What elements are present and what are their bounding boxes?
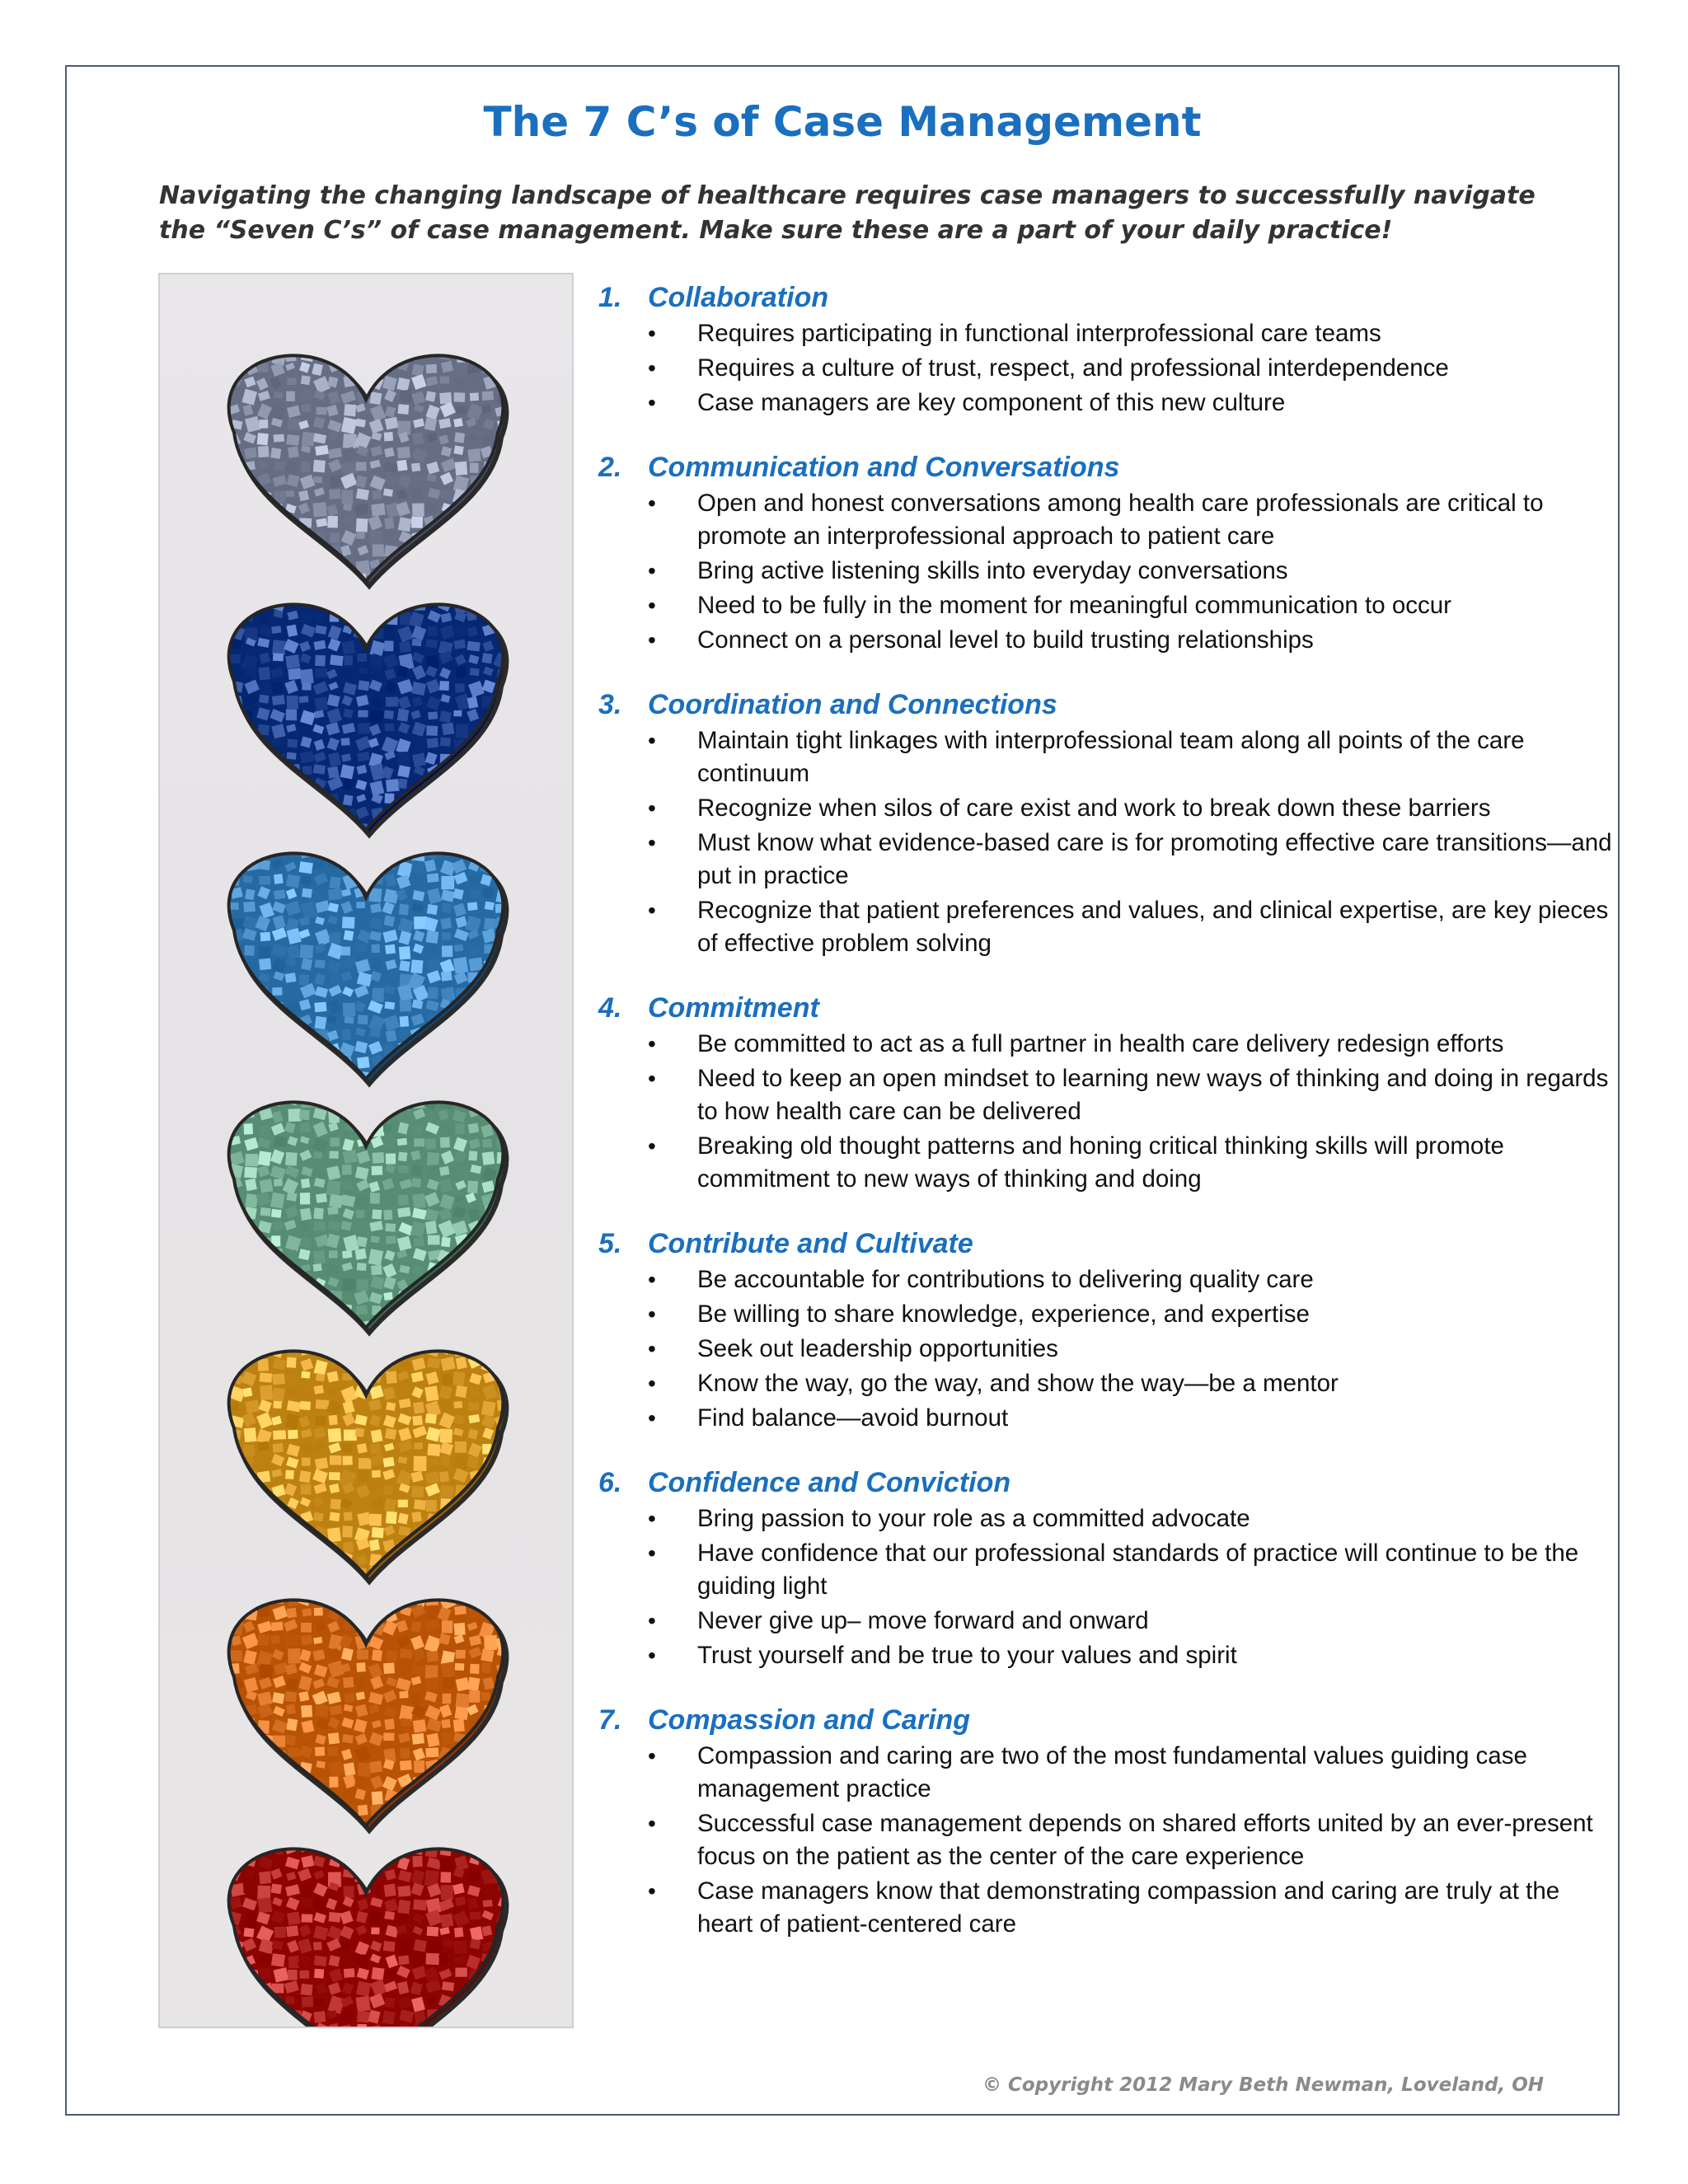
section-heading-text: Confidence and Conviction xyxy=(648,1467,1011,1498)
bullet-text: Need to be fully in the moment for meaningful communication to occur xyxy=(697,592,1451,619)
page-frame xyxy=(65,65,1620,2116)
bullet-text: Bring passion to your role as a committed advocate xyxy=(697,1505,1250,1532)
bullet-icon: • xyxy=(648,1506,656,1531)
bullet-icon: • xyxy=(648,390,656,415)
bullet-list xyxy=(598,1263,1620,1435)
section-number: 3. xyxy=(598,689,622,720)
section-heading-text: Collaboration xyxy=(648,282,829,313)
bullet-item xyxy=(648,487,1620,553)
hearts-illustration xyxy=(160,274,572,2027)
bullet-text: Trust yourself and be true to your values and spirit xyxy=(697,1642,1237,1669)
bullet-text: Need to keep an open mindset to learning new ways of thinking and doing in regards to how health care can be delivered xyxy=(697,1065,1609,1125)
section-number: 1. xyxy=(598,282,622,313)
bullet-icon: • xyxy=(648,1301,656,1327)
bullet-icon: • xyxy=(648,1267,656,1292)
bullet-item xyxy=(648,387,1620,419)
bullet-text: Seek out leadership opportunities xyxy=(697,1335,1058,1362)
bullet-icon: • xyxy=(648,898,656,923)
bullet-icon: • xyxy=(648,593,656,618)
bullet-text: Be accountable for contributions to delivering quality care xyxy=(697,1266,1314,1293)
bullet-item xyxy=(648,624,1620,657)
section-number: 7. xyxy=(598,1704,622,1736)
bullet-list xyxy=(598,317,1620,419)
mosaic-heart xyxy=(200,1825,540,2027)
bullet-text: Have confidence that our professional standards of practice will continue to be the guiding light xyxy=(697,1540,1579,1600)
bullet-icon: • xyxy=(648,1643,656,1668)
bullet-icon: • xyxy=(648,830,656,855)
bullet-text: Requires participating in functional interprofessional care teams xyxy=(697,320,1381,347)
bullet-text: Find balance—avoid burnout xyxy=(697,1404,1009,1432)
bullet-item xyxy=(648,1537,1620,1603)
bullet-item xyxy=(648,589,1620,622)
section-heading xyxy=(598,449,1620,485)
section-heading-text: Coordination and Connections xyxy=(648,689,1057,720)
bullet-icon: • xyxy=(648,558,656,583)
bullet-item xyxy=(648,724,1620,790)
section-6 xyxy=(598,1465,1620,1672)
bullet-text: Be committed to act as a full partner in health care delivery redesign efforts xyxy=(697,1030,1504,1057)
bullet-item xyxy=(648,352,1620,385)
bullet-icon: • xyxy=(648,627,656,653)
bullet-icon: • xyxy=(648,1743,656,1769)
bullet-text: Successful case management depends on shared efforts united by an ever-present focus on the patient as the center of the care experience xyxy=(697,1810,1593,1870)
bullet-icon: • xyxy=(648,1540,656,1566)
section-heading xyxy=(598,687,1620,723)
bullet-text: Compassion and caring are two of the most fundamental values guiding case management practice xyxy=(697,1742,1527,1802)
bullet-text: Maintain tight linkages with interprofessional team along all points of the care continuum xyxy=(697,727,1525,787)
bullet-icon: • xyxy=(648,321,656,346)
bullet-icon: • xyxy=(648,1878,656,1904)
bullet-item xyxy=(648,1605,1620,1638)
bullet-item xyxy=(648,1740,1620,1806)
section-heading-text: Compassion and Caring xyxy=(648,1704,971,1736)
bullet-item xyxy=(648,1402,1620,1435)
bullet-text: Know the way, go the way, and show the way—be a mentor xyxy=(697,1370,1339,1397)
bullet-item xyxy=(648,792,1620,825)
bullet-item xyxy=(648,1130,1620,1196)
mosaic-heart xyxy=(199,332,539,604)
bullet-item xyxy=(648,1028,1620,1061)
bullet-item xyxy=(648,1502,1620,1535)
bullet-item xyxy=(648,1298,1620,1331)
bullet-text: Recognize when silos of care exist and work to break down these barriers xyxy=(697,794,1491,822)
section-4 xyxy=(598,990,1620,1196)
section-heading xyxy=(598,1226,1620,1262)
bullet-list xyxy=(598,1740,1620,1941)
bullet-text: Case managers are key component of this new culture xyxy=(697,389,1286,416)
mosaic-heart xyxy=(200,581,540,852)
section-number: 5. xyxy=(598,1228,622,1259)
bullet-icon: • xyxy=(648,1608,656,1633)
section-3 xyxy=(598,687,1620,960)
bullet-text: Connect on a personal level to build trusting relationships xyxy=(697,626,1314,654)
bullet-text: Requires a culture of trust, respect, and professional interdependence xyxy=(697,354,1449,382)
bullet-icon: • xyxy=(648,1133,656,1159)
bullet-icon: • xyxy=(648,1371,656,1396)
bullet-list xyxy=(598,1502,1620,1672)
section-number: 2. xyxy=(598,452,622,483)
section-heading-text: Communication and Conversations xyxy=(648,452,1120,483)
bullet-text: Never give up– move forward and onward xyxy=(697,1607,1149,1634)
bullet-list xyxy=(598,724,1620,960)
mosaic-heart xyxy=(198,1577,542,1849)
bullet-icon: • xyxy=(648,1066,656,1091)
sections-list xyxy=(598,279,1620,1971)
section-number: 6. xyxy=(598,1467,622,1498)
section-heading xyxy=(598,990,1620,1026)
bullet-text: Recognize that patient preferences and values, and clinical expertise, are key pieces of effective problem solving xyxy=(697,897,1609,957)
bullet-item xyxy=(648,1062,1620,1128)
mosaic-hearts-image xyxy=(158,273,574,2028)
bullet-icon: • xyxy=(648,795,656,821)
copyright-footer: © Copyright 2012 Mary Beth Newman, Loveland, OH xyxy=(982,2074,1544,2096)
intro-text: Navigating the changing landscape of healthcare requires case managers to successfully navigate the “Seven C’s” of case management. Make sure these are a part of your daily practice! xyxy=(159,181,1536,245)
bullet-text: Be willing to share knowledge, experience, and expertise xyxy=(697,1301,1310,1328)
section-5 xyxy=(598,1226,1620,1435)
bullet-item xyxy=(648,555,1620,588)
bullet-icon: • xyxy=(648,728,656,753)
bullet-text: Breaking old thought patterns and honing critical thinking skills will promote commitment to new ways of thinking and doing xyxy=(697,1132,1504,1193)
mosaic-heart xyxy=(199,1328,540,1601)
bullet-list xyxy=(598,1028,1620,1196)
bullet-item xyxy=(648,317,1620,350)
section-1 xyxy=(598,279,1620,419)
bullet-text: Open and honest conversations among health care professionals are critical to promote an interprofessional approach to patient care xyxy=(697,490,1544,550)
section-heading-text: Commitment xyxy=(648,992,819,1024)
bullet-icon: • xyxy=(648,490,656,516)
bullet-item xyxy=(648,1875,1620,1941)
bullet-list xyxy=(598,487,1620,657)
bullet-icon: • xyxy=(648,355,656,381)
bullet-icon: • xyxy=(648,1811,656,1836)
bullet-icon: • xyxy=(648,1031,656,1057)
section-heading xyxy=(598,279,1620,316)
section-2 xyxy=(598,449,1620,657)
mosaic-heart xyxy=(200,831,541,1101)
page-title: The 7 C’s of Case Management xyxy=(483,98,1202,146)
section-number: 4. xyxy=(598,992,622,1024)
bullet-item xyxy=(648,1333,1620,1366)
bullet-icon: • xyxy=(648,1336,656,1361)
bullet-item xyxy=(648,827,1620,893)
bullet-item xyxy=(648,894,1620,960)
section-heading-text: Contribute and Cultivate xyxy=(648,1228,973,1259)
section-heading xyxy=(598,1465,1620,1501)
mosaic-heart xyxy=(199,1079,540,1348)
bullet-item xyxy=(648,1807,1620,1873)
bullet-item xyxy=(648,1367,1620,1400)
section-heading xyxy=(598,1702,1620,1738)
bullet-icon: • xyxy=(648,1405,656,1431)
bullet-item xyxy=(648,1639,1620,1672)
bullet-text: Case managers know that demonstrating compassion and caring are truly at the heart of patient-centered care xyxy=(697,1877,1560,1938)
section-7 xyxy=(598,1702,1620,1941)
bullet-text: Must know what evidence-based care is for promoting effective care transitions—and put in practice xyxy=(697,829,1612,889)
bullet-text: Bring active listening skills into everyday conversations xyxy=(697,557,1288,584)
bullet-item xyxy=(648,1263,1620,1296)
